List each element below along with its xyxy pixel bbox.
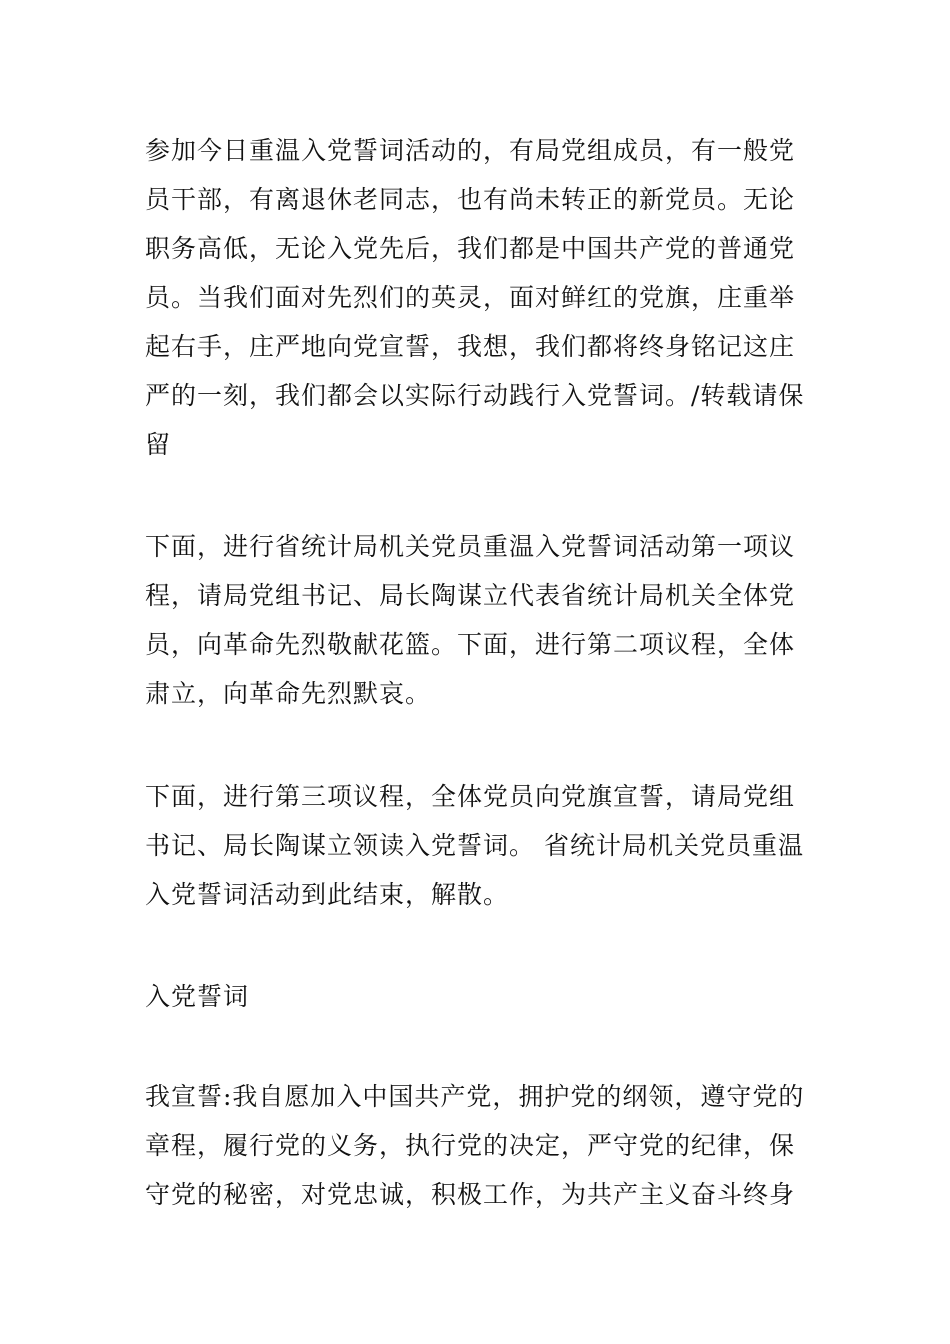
text-line: 我宣誓:我自愿加入中国共产党，拥护党的纲领，遵守党的 [145,1082,805,1111]
text-line: 起右手，庄严地向党宣誓，我想，我们都将终身铭记这庄 [145,332,796,361]
text-line: 职务高低，无论入党先后，我们都是中国共产党的普通党 [145,234,796,263]
text-line: 员。当我们面对先烈们的英灵，面对鲜红的党旗，庄重举 [145,283,796,312]
heading-line: 入党誓词 [145,982,250,1011]
text-line: 员，向革命先烈敬献花篮。下面，进行第二项议程，全体 [145,630,796,659]
text-line: 程，请局党组书记、局长陶谋立代表省统计局机关全体党 [145,581,796,610]
text-line: 书记、局长陶谋立领读入党誓词。 省统计局机关党员重温 [145,831,804,860]
paragraph-intro [145,126,810,469]
text-line: 肃立，向革命先烈默哀。 [145,679,432,708]
text-line: 下面，进行省统计局机关党员重温入党誓词活动第一项议 [145,532,796,561]
text-line: 章程，履行党的义务，执行党的决定，严守党的纪律，保 [145,1131,796,1160]
paragraph-agenda-1-2 [145,522,810,718]
text-line: 员干部，有离退休老同志，也有尚未转正的新党员。无论 [145,185,796,214]
text-line: 守党的秘密，对党忠诚，积极工作，为共产主义奋斗终身 [145,1180,796,1209]
paragraph-oath [145,1072,810,1219]
text-line: 入党誓词活动到此结束，解散。 [145,880,510,909]
text-line: 留 [145,430,172,459]
text-line: 下面，进行第三项议程，全体党员向党旗宣誓，请局党组 [145,782,796,811]
text-line: 参加今日重温入党誓词活动的，有局党组成员，有一般党 [145,136,796,165]
paragraph-agenda-3 [145,772,810,919]
text-line: 严的一刻，我们都会以实际行动践行入党誓词。/转载请保 [145,381,805,410]
oath-heading [145,972,810,1021]
